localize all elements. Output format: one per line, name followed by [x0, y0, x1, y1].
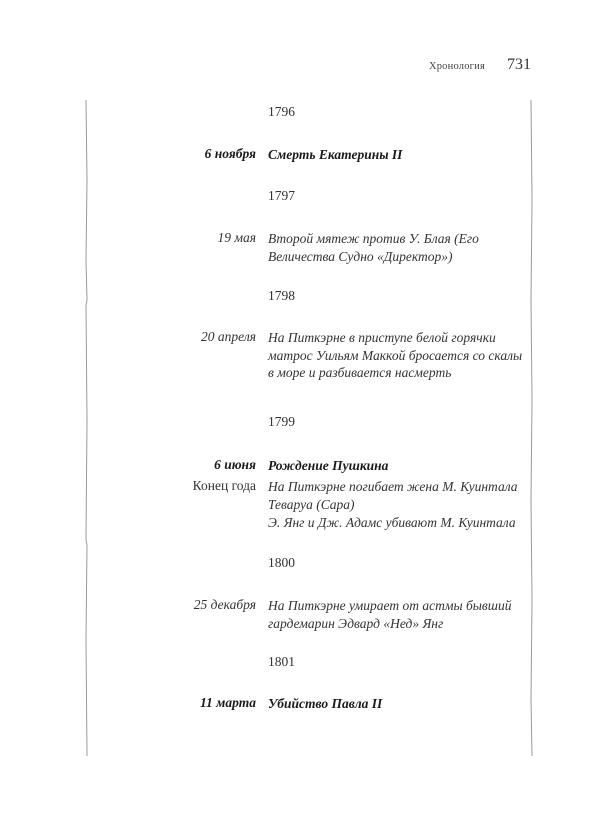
entry-text: На Питкэрне умирает от астмы бывший гардемарин Эдвард «Нед» Янг [268, 598, 512, 631]
entry-date: 25 декабря [193, 597, 256, 612]
entry-date: 19 мая [217, 230, 256, 245]
entry-date: 6 ноября [204, 146, 256, 161]
entry-text: На Питкэрне в приступе белой горячки матрос Уильям Маккой бросается со скалы в море и разбивается насмерть [268, 330, 523, 380]
year-heading-1798: 1798 [268, 288, 295, 303]
year-heading-1796: 1796 [268, 104, 295, 119]
entry-text: Рождение Пушкина [268, 458, 389, 473]
year-heading-1801: 1801 [268, 654, 295, 669]
entry-text: Второй мятеж против У. Блая (Его Величества Судно «Директор») [268, 231, 479, 264]
running-title: Хронология [428, 61, 485, 72]
year-heading-1799: 1799 [268, 414, 295, 429]
entry-date: 6 июня [214, 457, 256, 472]
page-number: 731 [507, 56, 531, 73]
year-heading-1800: 1800 [268, 555, 295, 570]
entry-date: 20 апреля [201, 329, 256, 344]
entry-text: Э. Янг и Дж. Адамс убивают М. Куинтала [268, 515, 516, 530]
entry-date: Конец года [192, 478, 256, 493]
entry-text: Смерть Екатерины II [268, 147, 403, 162]
entry-date: 11 марта [200, 695, 256, 710]
entry-text: На Питкэрне погибает жена М. Куинтала Теваруа (Сара) [268, 479, 518, 512]
entry-text: Убийство Павла II [268, 696, 383, 711]
year-heading-1797: 1797 [268, 188, 295, 203]
